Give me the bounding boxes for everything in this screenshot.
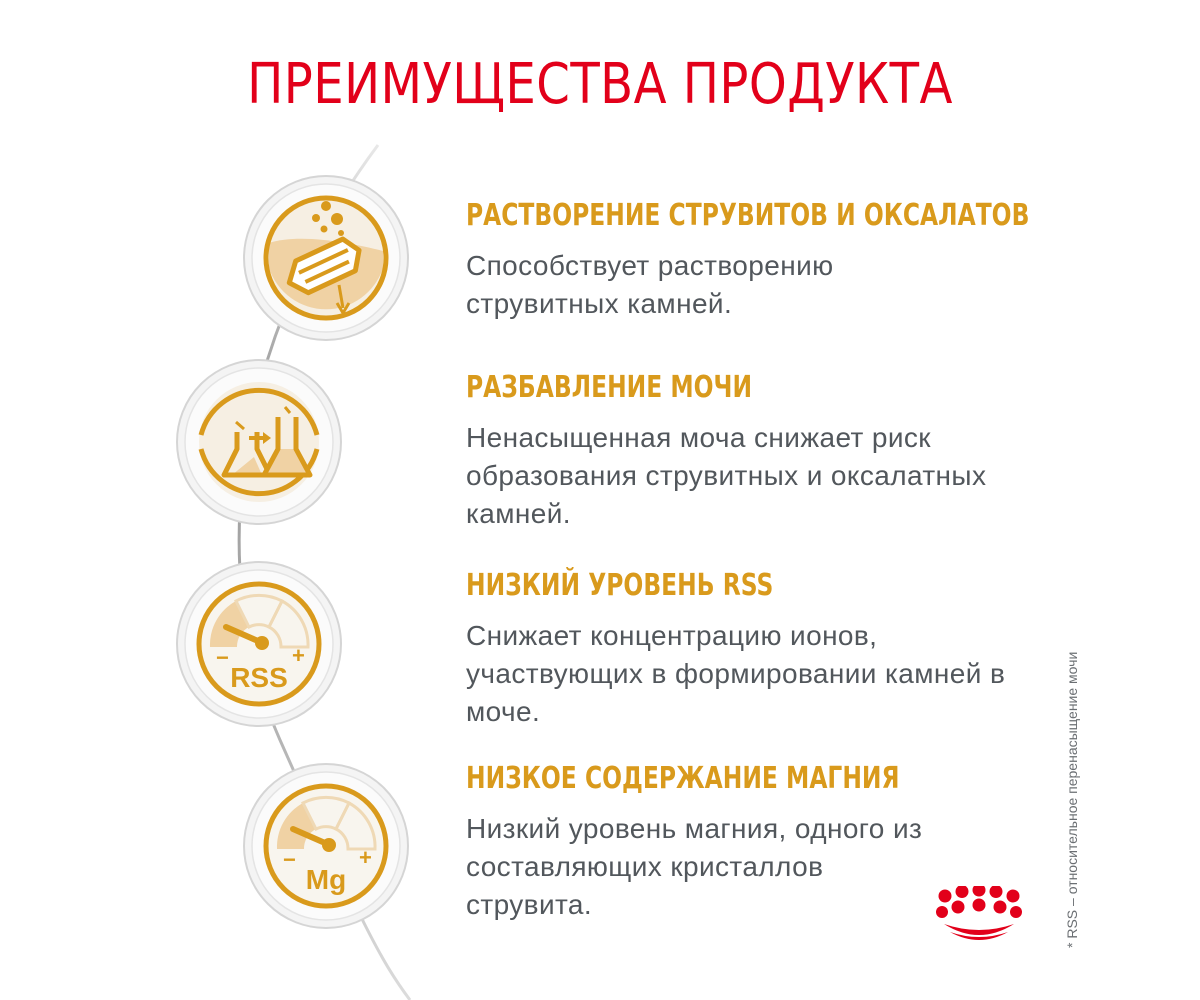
benefit-text: Способствует растворению струвитных камней. xyxy=(466,250,834,319)
crystal-dissolve-icon xyxy=(241,173,411,343)
benefit-text: Ненасыщенная моча снижает риск образования струвитных и оксалатных камней. xyxy=(466,422,987,529)
mg-label: Mg xyxy=(305,864,347,895)
benefit-title: РАЗБАВЛЕНИЕ МОЧИ xyxy=(466,370,753,405)
benefit-title: РАСТВОРЕНИЕ СТРУВИТОВ И ОКСАЛАТОВ xyxy=(466,198,1030,233)
rss-footnote xyxy=(1062,608,1082,948)
gauge-minus: − xyxy=(283,847,296,872)
rss-gauge-icon xyxy=(174,559,344,729)
footnote-text: * RSS – относительное перенасыщение мочи xyxy=(1064,651,1080,948)
benefit-title: НИЗКИЙ УРОВЕНЬ RSS xyxy=(466,568,774,603)
gauge-plus: + xyxy=(292,643,305,668)
mg-gauge-icon xyxy=(241,761,411,931)
royal-canin-crown-logo xyxy=(932,886,1026,946)
benefit-title: НИЗКОЕ СОДЕРЖАНИЕ МАГНИЯ xyxy=(466,761,900,796)
urine-dilution-icon xyxy=(174,357,344,527)
page-title: ПРЕИМУЩЕСТВА ПРОДУКТА xyxy=(247,52,953,117)
gauge-minus: − xyxy=(216,645,229,670)
benefit-low-rss xyxy=(466,568,1066,731)
gauge-plus: + xyxy=(359,845,372,870)
rss-label: RSS xyxy=(230,662,288,693)
benefit-text: Снижает концентрацию ионов, участвующих в формировании камней в моче. xyxy=(466,620,1006,727)
benefit-text: Низкий уровень магния, одного из составляющих кристаллов струвита. xyxy=(466,813,923,920)
benefit-urine-dilution xyxy=(466,370,1066,533)
benefit-crystal-dissolution xyxy=(466,198,1066,323)
